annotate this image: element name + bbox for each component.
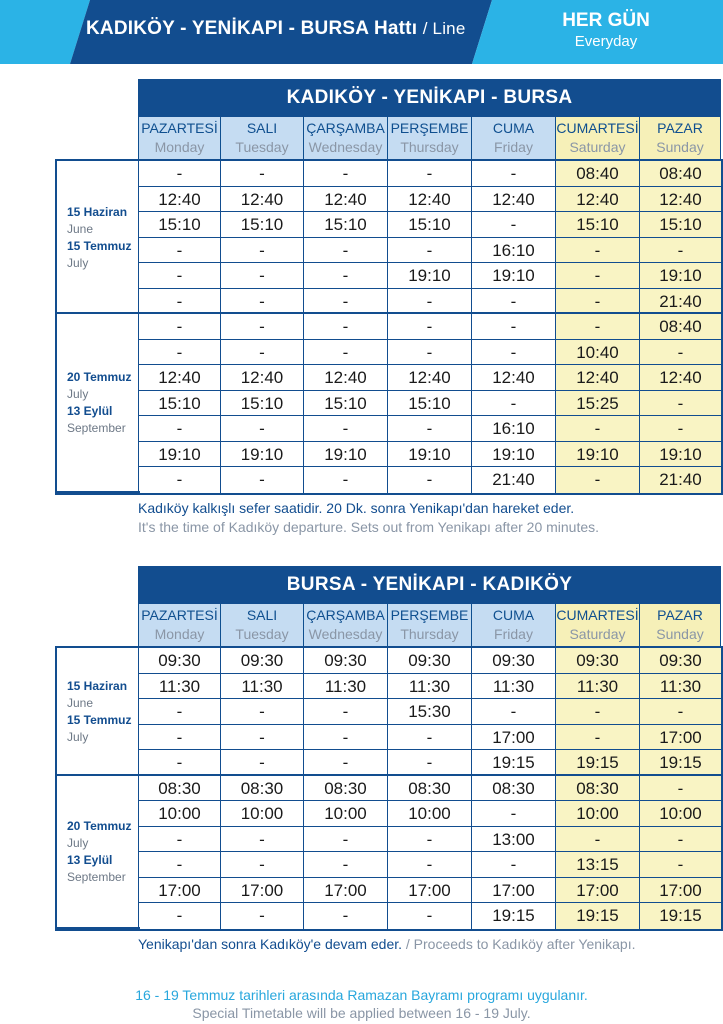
- day-name-tr: PAZAR: [657, 607, 703, 623]
- day-name-en: Sunday: [656, 139, 704, 155]
- frequency-label: [536, 10, 676, 50]
- departure-time: -: [304, 903, 388, 929]
- departure-time: 19:10: [640, 442, 721, 468]
- departure-time: 17:00: [472, 725, 556, 751]
- departure-time: -: [221, 289, 304, 315]
- departure-time: 08:40: [640, 314, 721, 340]
- departure-time: -: [304, 852, 388, 878]
- day-name-tr: PAZARTESİ: [141, 120, 218, 136]
- departure-time: -: [304, 725, 388, 751]
- departure-time: 19:15: [472, 750, 556, 776]
- day-name-en: Wednesday: [308, 139, 383, 155]
- departure-time: 10:00: [138, 801, 221, 827]
- departure-time: -: [304, 314, 388, 340]
- frequency-en: Everyday: [574, 33, 638, 50]
- date-period: [57, 776, 140, 929]
- departure-time: 17:00: [221, 878, 304, 904]
- departure-time: -: [472, 289, 556, 315]
- departure-time: 19:10: [388, 442, 472, 468]
- day-header: [304, 604, 388, 646]
- departure-time: -: [388, 238, 472, 264]
- day-name-tr: CUMARTESİ: [556, 120, 639, 136]
- departure-time: -: [304, 340, 388, 366]
- departure-time: -: [640, 416, 721, 442]
- day-header: [472, 604, 556, 646]
- departure-time: -: [556, 467, 640, 493]
- day-header: [388, 604, 472, 646]
- day-name-en: Thursday: [400, 626, 459, 642]
- departure-time: 21:40: [640, 289, 721, 315]
- day-header: [556, 117, 640, 159]
- day-header: [138, 604, 221, 646]
- date-period-label: [67, 369, 131, 437]
- footer-note-tr: 16 - 19 Temmuz tarihleri arasında Ramazan Bayramı programı uygulanır.: [135, 987, 588, 1003]
- day-name-tr: PERŞEMBE: [390, 607, 469, 623]
- departure-time: -: [304, 263, 388, 289]
- departure-time: -: [221, 340, 304, 366]
- departure-time: -: [556, 238, 640, 264]
- departure-time: 08:40: [640, 161, 721, 187]
- period-start-en: June: [67, 695, 94, 710]
- departure-time: -: [138, 289, 221, 315]
- departure-time: -: [138, 750, 221, 776]
- departure-time: 11:30: [640, 674, 721, 700]
- table-note-tr: Yenikapı'dan sonra Kadıköy'e devam eder.: [138, 935, 403, 952]
- departure-time: 09:30: [472, 648, 556, 674]
- departure-time: -: [304, 467, 388, 493]
- departure-time: 11:30: [472, 674, 556, 700]
- departure-time: -: [138, 827, 221, 853]
- departure-time: -: [556, 699, 640, 725]
- departure-time: -: [388, 416, 472, 442]
- route-title: BURSA - YENİKAPI - KADIKÖY: [138, 566, 721, 604]
- line-title-main: KADIKÖY - YENİKAPI - BURSA Hattı: [86, 18, 418, 39]
- departure-time: -: [640, 340, 721, 366]
- table-note-en: It's the time of Kadıköy departure. Sets out from Yenikapı after 20 minutes.: [138, 518, 600, 535]
- departure-time: -: [221, 699, 304, 725]
- day-name-en: Saturday: [569, 139, 626, 155]
- day-name-tr: ÇARŞAMBA: [306, 120, 385, 136]
- departure-time: 19:15: [556, 903, 640, 929]
- footer-note-en: Special Timetable will be applied between 16 - 19 July.: [192, 1005, 531, 1021]
- departure-time: 17:00: [304, 878, 388, 904]
- departure-time: 12:40: [138, 365, 221, 391]
- departure-time: -: [221, 467, 304, 493]
- day-name-tr: CUMARTESİ: [556, 607, 639, 623]
- departure-time: -: [304, 238, 388, 264]
- departure-time: 08:30: [388, 776, 472, 802]
- departure-time: 19:15: [640, 903, 721, 929]
- departure-time: 15:10: [138, 391, 221, 417]
- period-start-en: June: [67, 221, 94, 236]
- departure-time: 09:30: [556, 648, 640, 674]
- departure-time: 21:40: [472, 467, 556, 493]
- departure-time: -: [221, 314, 304, 340]
- line-title-suffix: / Line: [422, 19, 466, 38]
- departure-time: -: [221, 750, 304, 776]
- period-end-en: July: [67, 729, 89, 744]
- departure-time: 08:30: [221, 776, 304, 802]
- departure-time: 09:30: [640, 648, 721, 674]
- departure-time: 10:40: [556, 340, 640, 366]
- departure-time: -: [221, 827, 304, 853]
- period-end-tr: 15 Temmuz: [67, 712, 132, 727]
- period-end-en: July: [67, 255, 89, 270]
- timetable-bursa-kadikoy: [0, 566, 723, 961]
- departure-time: 12:40: [388, 365, 472, 391]
- departure-time: -: [640, 852, 721, 878]
- day-name-tr: SALI: [246, 607, 278, 623]
- departure-time: 13:00: [472, 827, 556, 853]
- day-name-tr: SALI: [246, 120, 278, 136]
- departure-time: -: [388, 161, 472, 187]
- departure-time: 15:10: [221, 212, 304, 238]
- departure-time: 11:30: [138, 674, 221, 700]
- departure-time: -: [221, 263, 304, 289]
- period-start-tr: 15 Haziran: [67, 204, 128, 219]
- period-end-tr: 13 Eylül: [67, 404, 113, 419]
- departure-time: -: [304, 827, 388, 853]
- departure-time: 17:00: [640, 725, 721, 751]
- departure-time: 16:10: [472, 416, 556, 442]
- departure-time: -: [388, 827, 472, 853]
- departure-time: -: [304, 416, 388, 442]
- period-end-en: September: [67, 870, 126, 884]
- departure-time: 17:00: [472, 878, 556, 904]
- departure-time: -: [221, 416, 304, 442]
- departure-time: -: [388, 852, 472, 878]
- timetable-kadikoy-bursa: [0, 79, 723, 544]
- departure-time: -: [388, 903, 472, 929]
- departure-time: 19:10: [221, 442, 304, 468]
- day-header: [472, 117, 556, 159]
- departure-time: -: [138, 340, 221, 366]
- day-header: [388, 117, 472, 159]
- date-period: [57, 648, 140, 776]
- departure-time: -: [556, 314, 640, 340]
- departure-time: -: [138, 238, 221, 264]
- departure-time: -: [472, 699, 556, 725]
- departure-time: 15:25: [556, 391, 640, 417]
- day-name-en: Friday: [494, 139, 533, 155]
- departure-time: 12:40: [556, 365, 640, 391]
- departure-time: -: [138, 852, 221, 878]
- date-period-label: [67, 678, 131, 746]
- period-start-tr: 15 Haziran: [67, 678, 128, 693]
- departure-time: -: [138, 161, 221, 187]
- day-name-en: Sunday: [656, 626, 704, 642]
- period-end-tr: 15 Temmuz: [67, 238, 132, 253]
- table-note: [138, 499, 599, 537]
- day-name-tr: CUMA: [492, 607, 535, 623]
- departure-time: -: [221, 725, 304, 751]
- frequency-tr: HER GÜN: [562, 10, 650, 31]
- departure-time: 17:00: [388, 878, 472, 904]
- departure-time: 08:30: [472, 776, 556, 802]
- departure-time: -: [640, 827, 721, 853]
- date-period-label: [67, 204, 131, 272]
- departure-time: -: [388, 340, 472, 366]
- date-period: [57, 314, 140, 493]
- departure-time: 12:40: [556, 187, 640, 213]
- departure-time: 10:00: [388, 801, 472, 827]
- departure-time: -: [640, 699, 721, 725]
- day-name-en: Saturday: [569, 626, 626, 642]
- period-start-tr: 20 Temmuz: [67, 819, 132, 833]
- period-start-en: July: [67, 836, 89, 850]
- departure-time: 15:10: [640, 212, 721, 238]
- departure-time: 12:40: [472, 365, 556, 391]
- day-name-tr: ÇARŞAMBA: [306, 607, 385, 623]
- departure-time: 19:15: [640, 750, 721, 776]
- day-name-tr: PAZAR: [657, 120, 703, 136]
- day-name-tr: CUMA: [492, 120, 535, 136]
- period-end-tr: 13 Eylül: [67, 853, 113, 867]
- departure-time: -: [221, 903, 304, 929]
- departure-time: 11:30: [221, 674, 304, 700]
- departure-time: 17:00: [138, 878, 221, 904]
- departure-time: 15:10: [304, 391, 388, 417]
- departure-time: -: [640, 776, 721, 802]
- departure-time: 08:30: [556, 776, 640, 802]
- departure-time: 09:30: [304, 648, 388, 674]
- departure-time: -: [138, 725, 221, 751]
- period-start-en: July: [67, 387, 89, 402]
- day-name-en: Tuesday: [235, 626, 289, 642]
- table-note-tr: Kadıköy kalkışlı sefer saatidir. 20 Dk. sonra Yenikapı'dan hareket eder.: [138, 499, 575, 516]
- departure-time: 11:30: [556, 674, 640, 700]
- day-header: [138, 117, 221, 159]
- departure-time: 15:10: [388, 212, 472, 238]
- departure-time: 12:40: [472, 187, 556, 213]
- departure-time: 12:40: [221, 365, 304, 391]
- table-note: [138, 935, 636, 954]
- departure-time: 09:30: [388, 648, 472, 674]
- departure-time: 15:10: [138, 212, 221, 238]
- departure-time: -: [472, 161, 556, 187]
- departure-time: -: [138, 467, 221, 493]
- departure-time: 15:30: [388, 699, 472, 725]
- timetable-grid: [55, 646, 723, 931]
- header-banner: [0, 0, 723, 64]
- departure-time: 19:10: [472, 263, 556, 289]
- departure-time: -: [138, 903, 221, 929]
- departure-time: 12:40: [221, 187, 304, 213]
- period-start-tr: 20 Temmuz: [67, 370, 132, 385]
- departure-time: -: [221, 852, 304, 878]
- departure-time: -: [388, 750, 472, 776]
- departure-time: 17:00: [556, 878, 640, 904]
- departure-time: 19:10: [388, 263, 472, 289]
- date-period: [57, 161, 140, 314]
- departure-time: 21:40: [640, 467, 721, 493]
- departure-time: -: [556, 289, 640, 315]
- departure-time: -: [556, 416, 640, 442]
- departure-time: -: [304, 161, 388, 187]
- departure-time: 17:00: [640, 878, 721, 904]
- departure-time: -: [388, 314, 472, 340]
- departure-time: -: [556, 725, 640, 751]
- departure-time: 08:30: [304, 776, 388, 802]
- departure-time: -: [138, 416, 221, 442]
- departure-time: -: [138, 699, 221, 725]
- departure-time: 08:30: [138, 776, 221, 802]
- departure-time: 19:10: [640, 263, 721, 289]
- day-name-tr: PAZARTESİ: [141, 607, 218, 623]
- departure-time: -: [304, 289, 388, 315]
- departure-time: -: [388, 467, 472, 493]
- departure-time: 12:40: [640, 187, 721, 213]
- departure-time: 10:00: [221, 801, 304, 827]
- departure-time: -: [556, 827, 640, 853]
- footer-note: [0, 986, 723, 1022]
- timetable-grid: [55, 159, 723, 495]
- day-name-tr: PERŞEMBE: [390, 120, 469, 136]
- departure-time: -: [640, 391, 721, 417]
- departure-time: -: [640, 238, 721, 264]
- departure-time: -: [472, 314, 556, 340]
- departure-time: 11:30: [304, 674, 388, 700]
- table-note-en: / Proceeds to Kadıköy after Yenikapı.: [405, 935, 636, 952]
- departure-time: 19:15: [472, 903, 556, 929]
- departure-time: 11:30: [388, 674, 472, 700]
- route-title: KADIKÖY - YENİKAPI - BURSA: [138, 79, 721, 117]
- departure-time: 19:10: [304, 442, 388, 468]
- departure-time: -: [221, 161, 304, 187]
- departure-time: -: [472, 852, 556, 878]
- departure-time: 10:00: [304, 801, 388, 827]
- departure-time: -: [138, 314, 221, 340]
- departure-time: -: [388, 725, 472, 751]
- departure-time: -: [304, 750, 388, 776]
- day-name-en: Thursday: [400, 139, 459, 155]
- day-name-en: Tuesday: [235, 139, 289, 155]
- period-end-en: September: [67, 421, 126, 436]
- departure-time: 09:30: [138, 648, 221, 674]
- date-period-label: [67, 818, 131, 886]
- departure-time: 15:10: [221, 391, 304, 417]
- day-header: [640, 117, 721, 159]
- departure-time: 19:10: [472, 442, 556, 468]
- departure-time: -: [138, 263, 221, 289]
- departure-time: -: [472, 801, 556, 827]
- departure-time: 12:40: [138, 187, 221, 213]
- departure-time: -: [472, 340, 556, 366]
- departure-time: -: [304, 699, 388, 725]
- departure-time: -: [221, 238, 304, 264]
- departure-time: 09:30: [221, 648, 304, 674]
- departure-time: 19:10: [138, 442, 221, 468]
- departure-time: 12:40: [640, 365, 721, 391]
- departure-time: 15:10: [388, 391, 472, 417]
- departure-time: -: [472, 391, 556, 417]
- departure-time: -: [472, 212, 556, 238]
- departure-time: 10:00: [556, 801, 640, 827]
- day-header: [221, 604, 304, 646]
- departure-time: 12:40: [388, 187, 472, 213]
- departure-time: 13:15: [556, 852, 640, 878]
- departure-time: 16:10: [472, 238, 556, 264]
- departure-time: 19:15: [556, 750, 640, 776]
- day-name-en: Wednesday: [308, 626, 383, 642]
- departure-time: 10:00: [640, 801, 721, 827]
- day-header: [304, 117, 388, 159]
- day-name-en: Monday: [154, 139, 205, 155]
- departure-time: -: [556, 263, 640, 289]
- day-name-en: Monday: [154, 626, 205, 642]
- departure-time: 12:40: [304, 187, 388, 213]
- day-header: [221, 117, 304, 159]
- departure-time: 15:10: [556, 212, 640, 238]
- departure-time: -: [388, 289, 472, 315]
- day-header: [640, 604, 721, 646]
- departure-time: 12:40: [304, 365, 388, 391]
- departure-time: 08:40: [556, 161, 640, 187]
- line-title: [86, 18, 465, 40]
- departure-time: 19:10: [556, 442, 640, 468]
- day-header: [556, 604, 640, 646]
- day-name-en: Friday: [494, 626, 533, 642]
- departure-time: 15:10: [304, 212, 388, 238]
